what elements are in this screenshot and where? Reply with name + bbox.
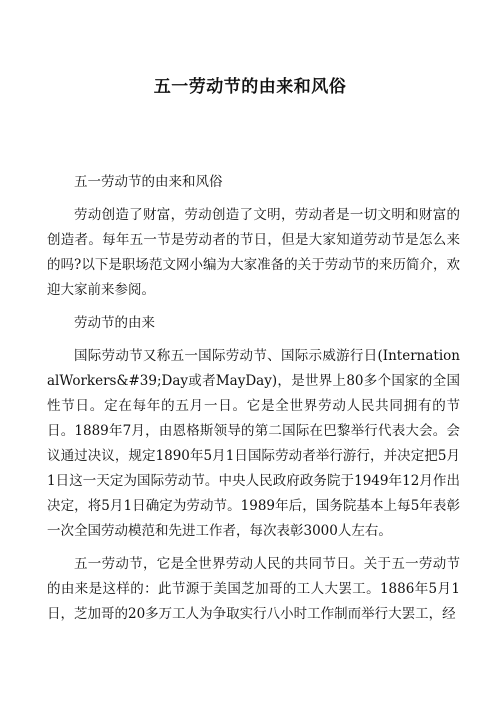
document-body xyxy=(47,170,460,635)
paragraph-intro: 劳动创造了财富，劳动创造了文明，劳动者是一切文明和财富的创造者。每年五一节是劳动者的节日，但是大家知道劳动节是怎么来的吗?以下是职场范文网小编为大家准备的关于劳动节的来历简介，欢迎大家前来参阅。 xyxy=(47,207,460,298)
paragraph-origin: 五一劳动节，它是全世界劳动人民的共同节日。关于五一劳动节的由来是这样的：此节源于美国芝加哥的工人大罢工。1886年5月1日，芝加哥的20多万工人为争取实行八小时工作制而举行大罢工，经 xyxy=(47,556,460,622)
paragraph-history: 国际劳动节又称五一国际劳动节、国际示威游行日(InternationalWorkers&#39;Day或者MayDay)，是世界上80多个国家的全国性节日。定在每年的五月一日。它是全世界劳动人民共同拥有的节日。1889年7月，由恩格斯领导的第二国际在巴黎举行代表大会。会议通过决议，规定1890年5月1日国际劳动者举行游行，并决定把5月1日这一天定为国际劳动节。中央人民政府政务院于1949年12月作出决定，将5月1日确定为劳动节。1989年后，国务院基本上每5年表彰一次全国劳动模范和先进工作者，每次表彰3000人左右。 xyxy=(47,348,460,539)
section-heading: 劳动节的由来 xyxy=(74,315,155,331)
section-heading: 五一劳动节的由来和风俗 xyxy=(74,174,223,190)
page-title: 五一劳动节的由来和风俗 xyxy=(153,77,347,97)
